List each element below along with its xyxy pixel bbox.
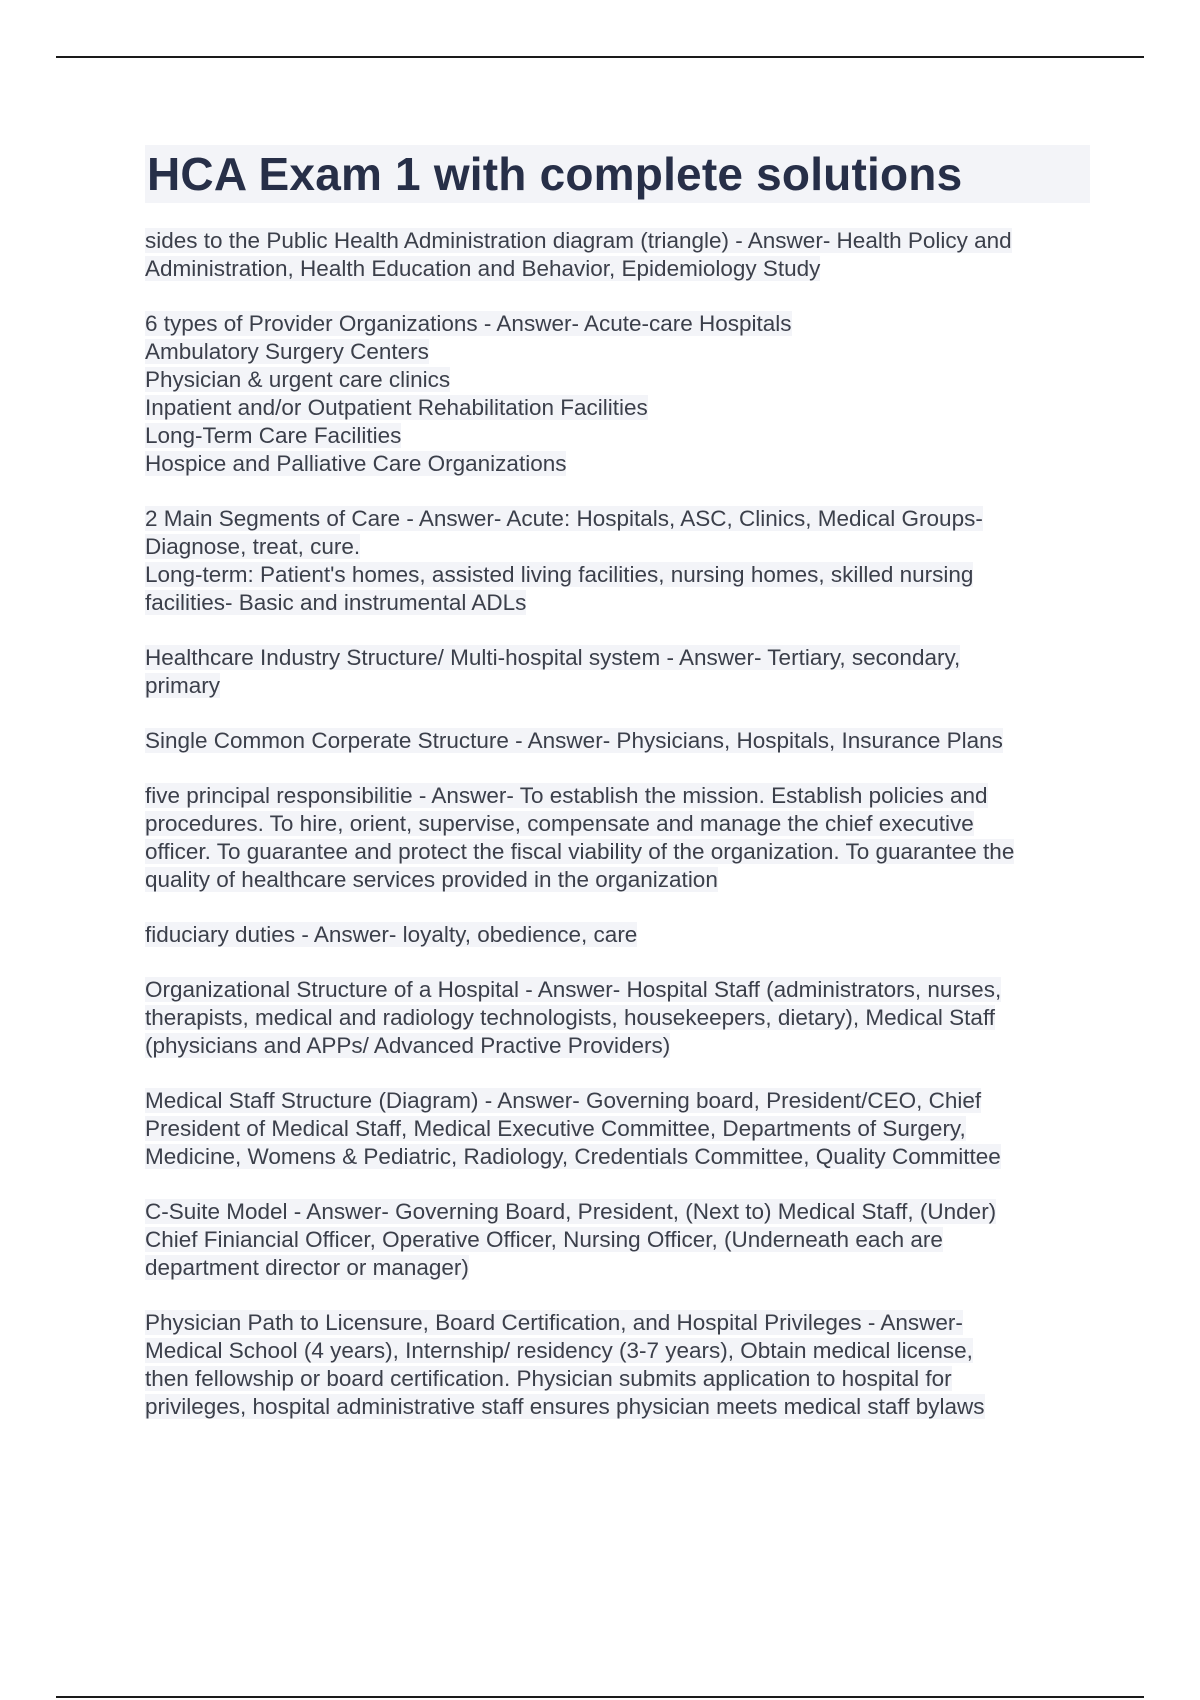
qa-line — [145, 589, 1090, 617]
bottom-rule — [56, 1696, 1144, 1698]
qa-line-text: Administration, Health Education and Behavior, Epidemiology Study — [145, 256, 821, 281]
qa-line — [145, 866, 1090, 894]
qa-line — [145, 1198, 1090, 1226]
qa-line-text: five principal responsibilitie - Answer- To establish the mission. Establish policies and — [145, 783, 988, 808]
qa-entry — [145, 1198, 1090, 1282]
qa-line-text: President of Medical Staff, Medical Executive Committee, Departments of Surgery, — [145, 1116, 966, 1141]
top-rule — [56, 56, 1144, 58]
qa-line — [145, 227, 1090, 255]
title-band — [145, 145, 1090, 203]
qa-entry — [145, 727, 1090, 755]
qa-line-text: sides to the Public Health Administration diagram (triangle) - Answer- Health Policy and — [145, 228, 1012, 253]
qa-line — [145, 1143, 1090, 1171]
qa-line-text: Physician Path to Licensure, Board Certification, and Hospital Privileges - Answer- — [145, 1310, 963, 1335]
qa-line — [145, 533, 1090, 561]
qa-line — [145, 1393, 1090, 1421]
qa-line — [145, 1309, 1090, 1337]
qa-line — [145, 727, 1090, 755]
qa-line-text: Hospice and Palliative Care Organizations — [145, 451, 567, 476]
qa-line-text: procedures. To hire, orient, supervise, compensate and manage the chief executive — [145, 811, 974, 836]
page-title: HCA Exam 1 with complete solutions — [147, 148, 963, 200]
qa-line-text: therapists, medical and radiology technologists, housekeepers, dietary), Medical Staff — [145, 1005, 996, 1030]
qa-line — [145, 1226, 1090, 1254]
qa-line-text: quality of healthcare services provided in the organization — [145, 867, 718, 892]
qa-line — [145, 422, 1090, 450]
qa-line-text: privileges, hospital administrative staff ensures physician meets medical staff bylaws — [145, 1394, 985, 1419]
qa-line-text: facilities- Basic and instrumental ADLs — [145, 590, 527, 615]
qa-line-text: C-Suite Model - Answer- Governing Board, President, (Next to) Medical Staff, (Under) — [145, 1199, 997, 1224]
qa-line — [145, 921, 1090, 949]
qa-line-text: 6 types of Provider Organizations - Answer- Acute-care Hospitals — [145, 311, 792, 336]
qa-line — [145, 1032, 1090, 1060]
qa-line-text: Long-Term Care Facilities — [145, 423, 402, 448]
qa-line — [145, 310, 1090, 338]
qa-line — [145, 644, 1090, 672]
qa-line — [145, 561, 1090, 589]
qa-line-text: department director or manager) — [145, 1255, 469, 1280]
qa-entry — [145, 644, 1090, 700]
qa-line-text: fiduciary duties - Answer- loyalty, obedience, care — [145, 922, 638, 947]
qa-line — [145, 1337, 1090, 1365]
qa-line-text: Organizational Structure of a Hospital - Answer- Hospital Staff (administrators, nurses, — [145, 977, 1002, 1002]
qa-line-text: Medicine, Womens & Pediatric, Radiology, Credentials Committee, Quality Committee — [145, 1144, 1001, 1169]
qa-line — [145, 1254, 1090, 1282]
qa-entry — [145, 782, 1090, 894]
qa-line-text: Medical School (4 years), Internship/ residency (3-7 years), Obtain medical license, — [145, 1338, 973, 1363]
qa-line-text: then fellowship or board certification. Physician submits application to hospital for — [145, 1366, 952, 1391]
qa-entry — [145, 227, 1090, 283]
qa-line-text: primary — [145, 673, 221, 698]
qa-line — [145, 810, 1090, 838]
qa-line — [145, 1087, 1090, 1115]
qa-line-text: Diagnose, treat, cure. — [145, 534, 361, 559]
qa-line-text: Physician & urgent care clinics — [145, 367, 451, 392]
qa-entry — [145, 1309, 1090, 1421]
qa-entry — [145, 921, 1090, 949]
qa-line — [145, 505, 1090, 533]
qa-line — [145, 366, 1090, 394]
qa-entry — [145, 1087, 1090, 1171]
qa-line — [145, 672, 1090, 700]
document-body — [145, 145, 1090, 1448]
qa-line — [145, 255, 1090, 283]
qa-entry — [145, 505, 1090, 617]
qa-line — [145, 1365, 1090, 1393]
qa-line — [145, 338, 1090, 366]
qa-list — [145, 227, 1090, 1421]
qa-line-text: Healthcare Industry Structure/ Multi-hospital system - Answer- Tertiary, secondary, — [145, 645, 961, 670]
qa-entry — [145, 310, 1090, 478]
qa-line — [145, 1004, 1090, 1032]
qa-line-text: Long-term: Patient's homes, assisted living facilities, nursing homes, skilled nursing — [145, 562, 974, 587]
qa-line — [145, 450, 1090, 478]
qa-line-text: 2 Main Segments of Care - Answer- Acute: Hospitals, ASC, Clinics, Medical Groups- — [145, 506, 983, 531]
qa-line-text: Medical Staff Structure (Diagram) - Answer- Governing board, President/CEO, Chief — [145, 1088, 982, 1113]
qa-line — [145, 1115, 1090, 1143]
qa-line — [145, 782, 1090, 810]
qa-entry — [145, 976, 1090, 1060]
qa-line — [145, 976, 1090, 1004]
qa-line — [145, 394, 1090, 422]
qa-line — [145, 838, 1090, 866]
qa-line-text: officer. To guarantee and protect the fiscal viability of the organization. To guarantee the — [145, 839, 1015, 864]
qa-line-text: Inpatient and/or Outpatient Rehabilitation Facilities — [145, 395, 648, 420]
qa-line-text: Ambulatory Surgery Centers — [145, 339, 429, 364]
qa-line-text: Single Common Corperate Structure - Answer- Physicians, Hospitals, Insurance Plans — [145, 728, 1003, 753]
qa-line-text: Chief Finiancial Officer, Operative Officer, Nursing Officer, (Underneath each are — [145, 1227, 943, 1252]
qa-line-text: (physicians and APPs/ Advanced Practive Providers) — [145, 1033, 671, 1058]
